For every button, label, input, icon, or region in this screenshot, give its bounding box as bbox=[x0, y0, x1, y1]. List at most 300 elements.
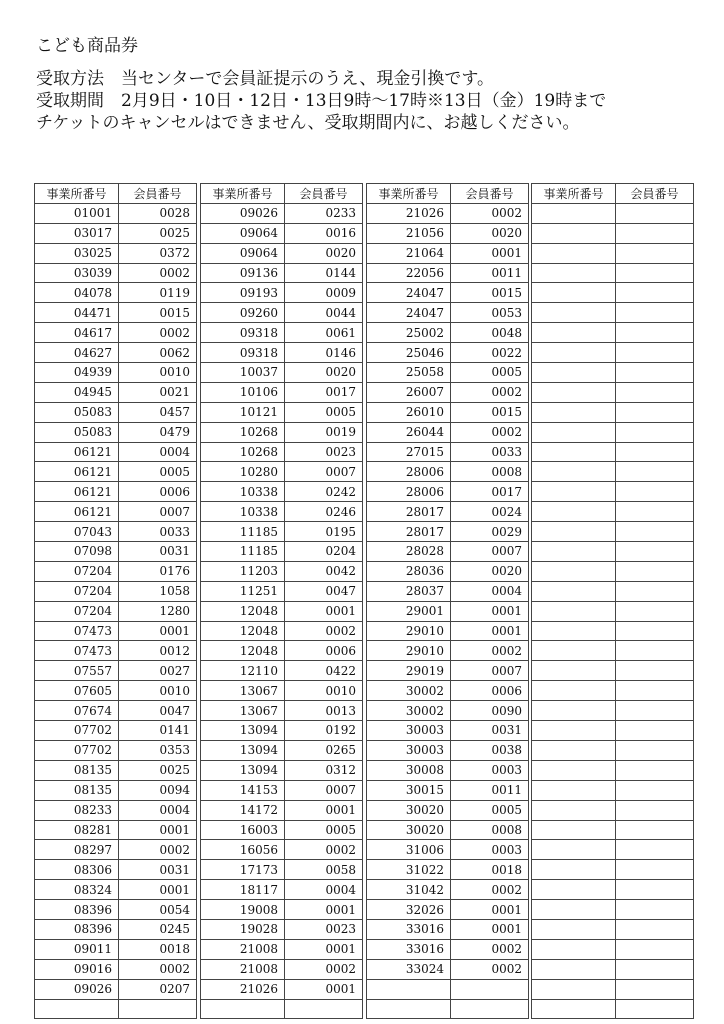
table-row bbox=[367, 999, 529, 1019]
office-number-cell: 33016 bbox=[367, 939, 451, 959]
office-number-cell bbox=[532, 542, 616, 562]
table-row bbox=[35, 681, 197, 701]
table-row bbox=[367, 561, 529, 581]
office-number-cell: 13094 bbox=[201, 721, 285, 741]
table-row bbox=[532, 442, 694, 462]
office-number-cell bbox=[532, 979, 616, 999]
office-number-cell: 25002 bbox=[367, 323, 451, 343]
table-row bbox=[201, 939, 363, 959]
office-number-cell bbox=[532, 661, 616, 681]
member-number-cell bbox=[616, 422, 694, 442]
member-number-cell: 0015 bbox=[451, 402, 529, 422]
member-number-cell: 0061 bbox=[285, 323, 363, 343]
table-row bbox=[367, 900, 529, 920]
member-number-cell: 0010 bbox=[119, 363, 197, 383]
member-number-cell: 0008 bbox=[451, 462, 529, 482]
office-number-cell bbox=[532, 243, 616, 263]
office-number-cell: 07043 bbox=[35, 522, 119, 542]
office-number-cell bbox=[532, 323, 616, 343]
office-number-cell bbox=[532, 303, 616, 323]
table-row bbox=[201, 243, 363, 263]
office-number-cell bbox=[367, 999, 451, 1019]
office-number-cell: 10268 bbox=[201, 442, 285, 462]
office-number-cell bbox=[532, 800, 616, 820]
member-number-cell: 0002 bbox=[119, 323, 197, 343]
member-number-cell bbox=[616, 740, 694, 760]
table-row bbox=[35, 482, 197, 502]
member-number-cell: 0119 bbox=[119, 283, 197, 303]
table-row bbox=[201, 462, 363, 482]
table-row bbox=[35, 621, 197, 641]
table-row bbox=[35, 939, 197, 959]
office-number-cell: 12048 bbox=[201, 601, 285, 621]
member-number-cell: 0457 bbox=[119, 402, 197, 422]
office-number-cell bbox=[532, 402, 616, 422]
member-number-cell: 0001 bbox=[285, 900, 363, 920]
member-number-cell: 0002 bbox=[285, 621, 363, 641]
office-number-cell: 21026 bbox=[367, 203, 451, 223]
member-number-cell: 0479 bbox=[119, 422, 197, 442]
table-row bbox=[532, 939, 694, 959]
member-number-cell: 0207 bbox=[119, 979, 197, 999]
office-number-cell: 07702 bbox=[35, 721, 119, 741]
table-row bbox=[201, 482, 363, 502]
member-number-cell: 0024 bbox=[451, 502, 529, 522]
table-row bbox=[35, 343, 197, 363]
office-number-cell: 08396 bbox=[35, 919, 119, 939]
office-number-cell bbox=[532, 939, 616, 959]
office-number-cell: 21008 bbox=[201, 939, 285, 959]
office-number-cell: 13094 bbox=[201, 760, 285, 780]
office-number-cell: 26044 bbox=[367, 422, 451, 442]
office-number-cell: 29010 bbox=[367, 621, 451, 641]
member-number-cell bbox=[616, 760, 694, 780]
table-row bbox=[367, 522, 529, 542]
table-row bbox=[367, 442, 529, 462]
member-number-cell bbox=[616, 621, 694, 641]
table-row bbox=[201, 701, 363, 721]
table-row bbox=[367, 581, 529, 601]
table-row bbox=[532, 263, 694, 283]
office-number-cell bbox=[532, 681, 616, 701]
office-number-cell: 07605 bbox=[35, 681, 119, 701]
office-number-cell: 11251 bbox=[201, 581, 285, 601]
office-number-cell: 08297 bbox=[35, 840, 119, 860]
table-row bbox=[201, 402, 363, 422]
table-row bbox=[35, 979, 197, 999]
office-number-cell: 03039 bbox=[35, 263, 119, 283]
member-number-cell: 0001 bbox=[451, 601, 529, 621]
office-number-cell bbox=[532, 701, 616, 721]
member-number-cell: 0033 bbox=[451, 442, 529, 462]
office-number-cell: 03025 bbox=[35, 243, 119, 263]
member-number-cell: 0019 bbox=[285, 422, 363, 442]
member-number-cell: 0017 bbox=[285, 382, 363, 402]
table-row bbox=[532, 363, 694, 383]
table-row bbox=[367, 681, 529, 701]
office-number-cell bbox=[532, 363, 616, 383]
office-number-cell bbox=[532, 422, 616, 442]
member-number-cell bbox=[616, 840, 694, 860]
table-row bbox=[367, 482, 529, 502]
table-row bbox=[35, 780, 197, 800]
member-number-cell: 0048 bbox=[451, 323, 529, 343]
table-row bbox=[367, 721, 529, 741]
table-header-row bbox=[35, 184, 197, 204]
member-number-cell bbox=[616, 999, 694, 1019]
office-number-cell bbox=[532, 502, 616, 522]
member-number-cell: 0033 bbox=[119, 522, 197, 542]
member-number-cell bbox=[616, 442, 694, 462]
member-number-cell bbox=[616, 382, 694, 402]
office-number-cell: 29010 bbox=[367, 641, 451, 661]
member-number-cell bbox=[616, 343, 694, 363]
office-number-cell: 09064 bbox=[201, 223, 285, 243]
office-number-cell: 09011 bbox=[35, 939, 119, 959]
office-number-cell bbox=[532, 283, 616, 303]
member-number-cell: 0141 bbox=[119, 721, 197, 741]
office-number-cell: 09026 bbox=[201, 203, 285, 223]
table-row bbox=[532, 343, 694, 363]
office-number-cell: 30020 bbox=[367, 800, 451, 820]
member-number-cell: 0005 bbox=[285, 820, 363, 840]
table-row bbox=[201, 522, 363, 542]
member-number-header: 会員番号 bbox=[285, 184, 363, 204]
table-row bbox=[201, 343, 363, 363]
member-number-cell: 0042 bbox=[285, 561, 363, 581]
member-number-cell bbox=[616, 880, 694, 900]
member-number-cell: 0004 bbox=[285, 880, 363, 900]
table-row bbox=[532, 740, 694, 760]
office-number-cell: 24047 bbox=[367, 303, 451, 323]
member-number-cell: 0011 bbox=[451, 263, 529, 283]
office-number-cell: 11185 bbox=[201, 522, 285, 542]
office-number-cell: 06121 bbox=[35, 502, 119, 522]
member-number-cell: 0002 bbox=[451, 382, 529, 402]
winner-table-3 bbox=[366, 183, 529, 1019]
office-number-cell bbox=[532, 760, 616, 780]
member-number-cell: 0004 bbox=[119, 800, 197, 820]
table-row bbox=[35, 223, 197, 243]
table-row bbox=[35, 561, 197, 581]
member-number-cell bbox=[616, 601, 694, 621]
office-number-cell: 28006 bbox=[367, 462, 451, 482]
table-row bbox=[201, 542, 363, 562]
member-number-cell: 0245 bbox=[119, 919, 197, 939]
notice-pickup-method: 受取方法 当センターで会員証提示のうえ、現金引換です。 bbox=[36, 69, 494, 89]
member-number-cell: 0025 bbox=[119, 760, 197, 780]
office-number-cell: 08396 bbox=[35, 900, 119, 920]
table-row bbox=[201, 820, 363, 840]
table-row bbox=[201, 442, 363, 462]
member-number-cell: 0021 bbox=[119, 382, 197, 402]
table-row bbox=[532, 860, 694, 880]
table-row bbox=[35, 522, 197, 542]
member-number-cell: 0022 bbox=[451, 343, 529, 363]
member-number-cell: 0008 bbox=[451, 820, 529, 840]
table-row bbox=[35, 800, 197, 820]
table-row bbox=[201, 721, 363, 741]
member-number-cell: 0001 bbox=[451, 243, 529, 263]
member-number-cell: 0002 bbox=[451, 959, 529, 979]
member-number-cell: 0246 bbox=[285, 502, 363, 522]
table-row bbox=[532, 402, 694, 422]
table-row bbox=[201, 661, 363, 681]
office-number-cell: 11185 bbox=[201, 542, 285, 562]
office-number-cell bbox=[201, 999, 285, 1019]
office-number-cell bbox=[532, 621, 616, 641]
member-number-cell: 0058 bbox=[285, 860, 363, 880]
table-row bbox=[201, 681, 363, 701]
member-number-cell bbox=[616, 402, 694, 422]
office-number-cell: 10280 bbox=[201, 462, 285, 482]
office-number-cell bbox=[532, 840, 616, 860]
member-number-cell: 0007 bbox=[451, 542, 529, 562]
table-row bbox=[532, 422, 694, 442]
table-header-row bbox=[201, 184, 363, 204]
table-row bbox=[35, 760, 197, 780]
table-row bbox=[35, 323, 197, 343]
table-row bbox=[35, 502, 197, 522]
office-number-cell: 07098 bbox=[35, 542, 119, 562]
table-row bbox=[35, 303, 197, 323]
office-number-cell bbox=[532, 780, 616, 800]
office-number-cell: 28017 bbox=[367, 502, 451, 522]
winner-table-1 bbox=[34, 183, 197, 1019]
table-row bbox=[201, 760, 363, 780]
member-number-cell: 0011 bbox=[451, 780, 529, 800]
office-number-cell bbox=[532, 880, 616, 900]
table-row bbox=[367, 760, 529, 780]
table-row bbox=[367, 502, 529, 522]
office-number-cell: 08306 bbox=[35, 860, 119, 880]
member-number-cell bbox=[616, 800, 694, 820]
member-number-cell: 0031 bbox=[451, 721, 529, 741]
table-row bbox=[367, 939, 529, 959]
table-row bbox=[367, 740, 529, 760]
table-row bbox=[532, 900, 694, 920]
member-number-cell bbox=[616, 661, 694, 681]
table-row bbox=[201, 880, 363, 900]
office-number-cell: 07204 bbox=[35, 601, 119, 621]
office-number-cell bbox=[532, 919, 616, 939]
office-number-cell bbox=[532, 740, 616, 760]
office-number-cell: 04471 bbox=[35, 303, 119, 323]
office-number-cell: 26007 bbox=[367, 382, 451, 402]
table-row bbox=[201, 641, 363, 661]
table-row bbox=[35, 840, 197, 860]
member-number-cell: 0054 bbox=[119, 900, 197, 920]
table-row bbox=[35, 382, 197, 402]
member-number-cell: 0002 bbox=[285, 959, 363, 979]
table-row bbox=[367, 303, 529, 323]
member-number-cell: 0053 bbox=[451, 303, 529, 323]
office-number-cell bbox=[532, 223, 616, 243]
member-number-cell: 0020 bbox=[451, 561, 529, 581]
office-number-cell bbox=[532, 382, 616, 402]
table-row bbox=[201, 740, 363, 760]
office-number-cell: 30020 bbox=[367, 820, 451, 840]
office-number-cell: 04945 bbox=[35, 382, 119, 402]
table-row bbox=[35, 263, 197, 283]
table-row bbox=[532, 661, 694, 681]
member-number-cell: 0020 bbox=[285, 363, 363, 383]
office-number-cell: 03017 bbox=[35, 223, 119, 243]
office-number-cell: 21008 bbox=[201, 959, 285, 979]
member-number-cell bbox=[119, 999, 197, 1019]
member-number-cell bbox=[616, 641, 694, 661]
table-row bbox=[367, 661, 529, 681]
office-number-cell: 22056 bbox=[367, 263, 451, 283]
table-row bbox=[367, 343, 529, 363]
member-number-cell bbox=[616, 363, 694, 383]
office-number-cell: 10338 bbox=[201, 482, 285, 502]
member-number-cell bbox=[616, 263, 694, 283]
member-number-cell: 0001 bbox=[451, 621, 529, 641]
table-row bbox=[532, 522, 694, 542]
office-number-cell: 31006 bbox=[367, 840, 451, 860]
member-number-cell: 0007 bbox=[285, 462, 363, 482]
member-number-cell bbox=[616, 701, 694, 721]
table-row bbox=[532, 919, 694, 939]
table-row bbox=[367, 979, 529, 999]
member-number-cell: 0031 bbox=[119, 542, 197, 562]
office-number-header: 事業所番号 bbox=[201, 184, 285, 204]
member-number-cell: 0090 bbox=[451, 701, 529, 721]
member-number-cell: 0002 bbox=[451, 422, 529, 442]
member-number-header: 会員番号 bbox=[119, 184, 197, 204]
member-number-cell: 0176 bbox=[119, 561, 197, 581]
member-number-cell: 0005 bbox=[451, 363, 529, 383]
office-number-header: 事業所番号 bbox=[367, 184, 451, 204]
member-number-cell bbox=[616, 780, 694, 800]
member-number-cell: 0012 bbox=[119, 641, 197, 661]
office-number-cell: 30003 bbox=[367, 740, 451, 760]
office-number-cell bbox=[532, 462, 616, 482]
table-row bbox=[367, 840, 529, 860]
table-row bbox=[532, 880, 694, 900]
member-number-cell: 0004 bbox=[451, 581, 529, 601]
member-number-cell: 0353 bbox=[119, 740, 197, 760]
office-number-cell: 30002 bbox=[367, 681, 451, 701]
office-number-cell bbox=[532, 482, 616, 502]
office-number-cell: 07204 bbox=[35, 561, 119, 581]
member-number-cell: 0002 bbox=[119, 959, 197, 979]
member-number-cell bbox=[616, 581, 694, 601]
member-number-cell bbox=[616, 482, 694, 502]
office-number-cell: 08281 bbox=[35, 820, 119, 840]
office-number-cell: 07674 bbox=[35, 701, 119, 721]
member-number-cell: 0146 bbox=[285, 343, 363, 363]
member-number-cell: 0005 bbox=[285, 402, 363, 422]
member-number-cell: 0010 bbox=[119, 681, 197, 701]
office-number-cell: 10106 bbox=[201, 382, 285, 402]
office-number-cell: 04627 bbox=[35, 343, 119, 363]
notice-pickup-period: 受取期間 2月9日・10日・12日・13日9時～17時※13日（金）19時まで bbox=[36, 91, 607, 111]
member-number-cell: 0001 bbox=[285, 979, 363, 999]
table-row bbox=[35, 740, 197, 760]
table-row bbox=[201, 780, 363, 800]
table-row bbox=[532, 462, 694, 482]
member-number-cell: 0422 bbox=[285, 661, 363, 681]
table-row bbox=[201, 363, 363, 383]
table-header-row bbox=[367, 184, 529, 204]
member-number-cell: 0029 bbox=[451, 522, 529, 542]
office-number-cell bbox=[532, 641, 616, 661]
office-number-cell bbox=[532, 860, 616, 880]
table-row bbox=[367, 780, 529, 800]
table-row bbox=[201, 800, 363, 820]
member-number-cell: 0002 bbox=[451, 203, 529, 223]
office-number-cell bbox=[532, 721, 616, 741]
office-number-cell: 08324 bbox=[35, 880, 119, 900]
office-number-cell: 10037 bbox=[201, 363, 285, 383]
table-row bbox=[367, 860, 529, 880]
office-number-cell bbox=[532, 999, 616, 1019]
table-row bbox=[201, 561, 363, 581]
office-number-cell bbox=[532, 203, 616, 223]
table-row bbox=[532, 999, 694, 1019]
table-row bbox=[35, 442, 197, 462]
table-row bbox=[532, 542, 694, 562]
member-number-cell: 1280 bbox=[119, 601, 197, 621]
table-row bbox=[532, 800, 694, 820]
member-number-cell bbox=[451, 979, 529, 999]
office-number-cell: 33016 bbox=[367, 919, 451, 939]
member-number-cell: 0001 bbox=[285, 800, 363, 820]
office-number-cell: 12048 bbox=[201, 641, 285, 661]
member-number-cell: 0001 bbox=[451, 900, 529, 920]
table-row bbox=[35, 243, 197, 263]
member-number-cell: 0002 bbox=[119, 263, 197, 283]
office-number-cell: 16056 bbox=[201, 840, 285, 860]
table-row bbox=[35, 601, 197, 621]
table-row bbox=[532, 382, 694, 402]
table-row bbox=[532, 641, 694, 661]
member-number-cell: 0062 bbox=[119, 343, 197, 363]
office-number-cell: 09016 bbox=[35, 959, 119, 979]
member-number-cell: 0003 bbox=[451, 840, 529, 860]
office-number-cell: 09318 bbox=[201, 323, 285, 343]
table-row bbox=[201, 422, 363, 442]
member-number-cell: 0001 bbox=[119, 621, 197, 641]
table-row bbox=[201, 223, 363, 243]
member-number-cell: 0004 bbox=[119, 442, 197, 462]
table-row bbox=[35, 900, 197, 920]
office-number-cell bbox=[532, 601, 616, 621]
member-number-cell: 0204 bbox=[285, 542, 363, 562]
table-row bbox=[532, 701, 694, 721]
office-number-cell: 31042 bbox=[367, 880, 451, 900]
table-row bbox=[532, 323, 694, 343]
table-row bbox=[35, 721, 197, 741]
member-number-cell: 0038 bbox=[451, 740, 529, 760]
office-number-cell: 19028 bbox=[201, 919, 285, 939]
table-row bbox=[201, 382, 363, 402]
member-number-cell: 0044 bbox=[285, 303, 363, 323]
office-number-cell: 04617 bbox=[35, 323, 119, 343]
table-row bbox=[201, 203, 363, 223]
member-number-cell: 0195 bbox=[285, 522, 363, 542]
office-number-cell: 09136 bbox=[201, 263, 285, 283]
table-row bbox=[367, 283, 529, 303]
table-row bbox=[35, 880, 197, 900]
office-number-cell bbox=[532, 820, 616, 840]
table-row bbox=[532, 203, 694, 223]
office-number-cell bbox=[532, 900, 616, 920]
member-number-cell: 0005 bbox=[451, 800, 529, 820]
office-number-cell: 30015 bbox=[367, 780, 451, 800]
